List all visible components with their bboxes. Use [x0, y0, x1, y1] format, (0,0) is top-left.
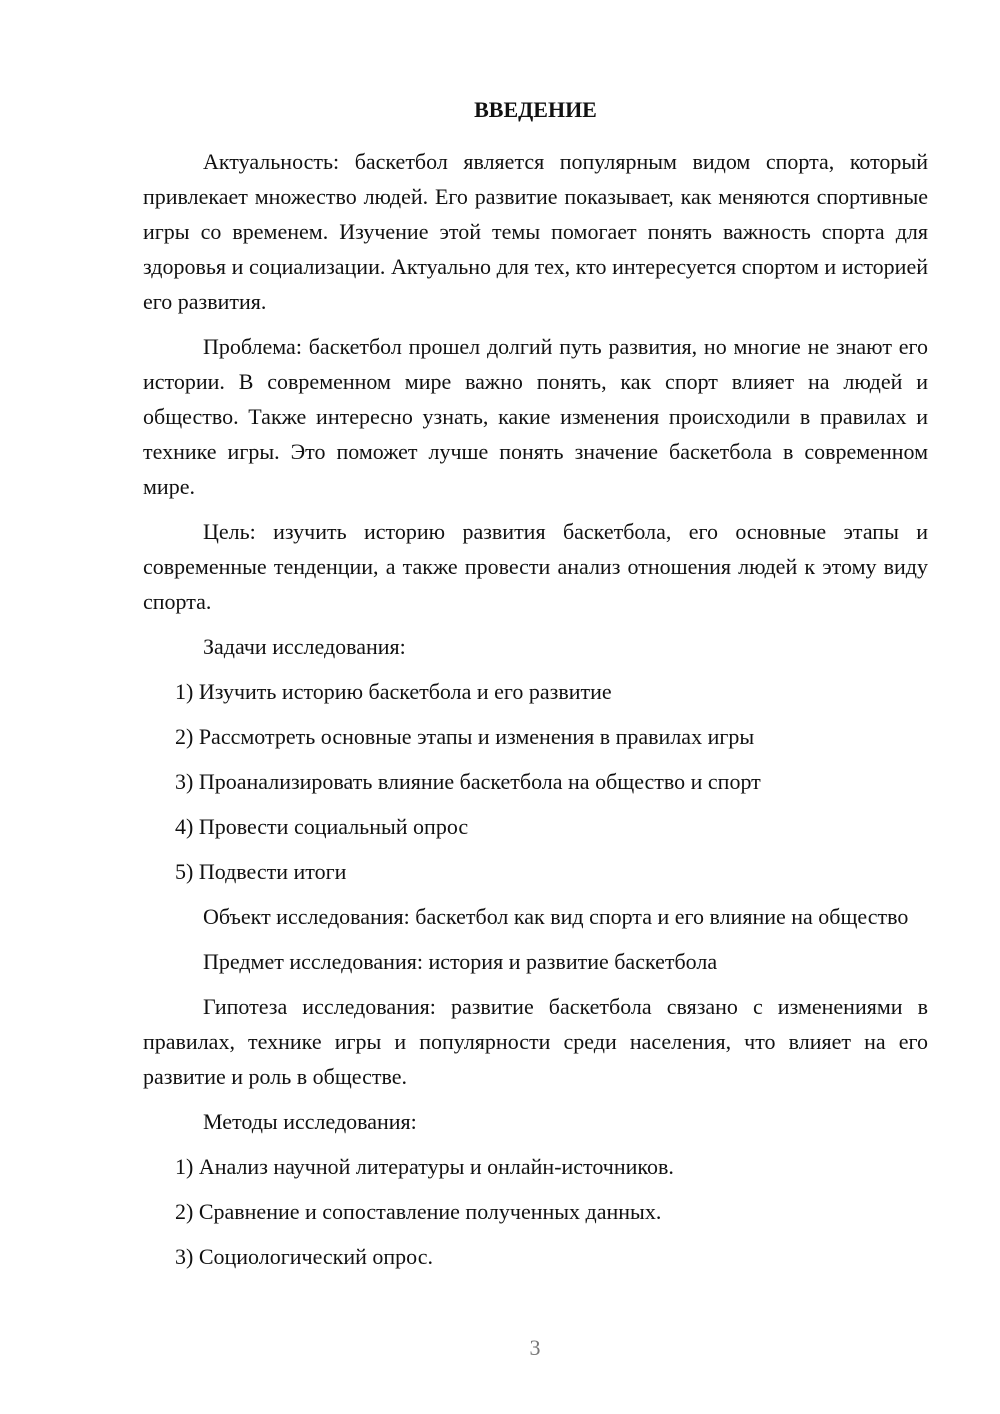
task-item-4: 4) Провести социальный опрос — [175, 814, 469, 839]
problem-paragraph: Проблема: баскетбол прошел долгий путь развития, но многие не знают его истории. В современном мире важно понять, как спорт влияет на людей и общество. Также интересно узнать, какие изменения происходили в правилах и технике игры. Это поможет лучше понять значение баскетбола в современном мире. — [143, 334, 928, 499]
section-heading: ВВЕДЕНИЕ — [474, 97, 597, 122]
method-item-1: 1) Анализ научной литературы и онлайн-источников. — [175, 1154, 674, 1179]
object-paragraph: Объект исследования: баскетбол как вид спорта и его влияние на общество — [203, 904, 909, 929]
subject-paragraph: Предмет исследования: история и развитие баскетбола — [203, 949, 718, 974]
task-item-3: 3) Проанализировать влияние баскетбола на общество и спорт — [175, 769, 761, 794]
task-item-1: 1) Изучить историю баскетбола и его развитие — [175, 679, 612, 704]
method-item-2: 2) Сравнение и сопоставление полученных данных. — [175, 1199, 662, 1224]
tasks-label: Задачи исследования: — [203, 634, 406, 659]
goal-paragraph: Цель: изучить историю развития баскетбола, его основные этапы и современные тенденции, а также провести анализ отношения людей к этому виду спорта. — [143, 519, 928, 614]
hypothesis-paragraph: Гипотеза исследования: развитие баскетбола связано с изменениями в правилах, технике игры и популярности среди населения, что влияет на его развитие и роль в обществе. — [143, 994, 928, 1089]
task-item-2: 2) Рассмотреть основные этапы и изменения в правилах игры — [175, 724, 755, 749]
method-item-3: 3) Социологический опрос. — [175, 1244, 433, 1269]
document-page — [143, 96, 928, 1284]
relevance-paragraph: Актуальность: баскетбол является популярным видом спорта, который привлекает множество людей. Его развитие показывает, как меняются спортивные игры со временем. Изучение этой темы помогает понять важность спорта для здоровья и социализации. Актуально для тех, кто интересуется спортом и историей его развития. — [143, 149, 928, 314]
page-number: 3 — [529, 1335, 541, 1360]
methods-label: Методы исследования: — [203, 1109, 417, 1134]
task-item-5: 5) Подвести итоги — [175, 859, 347, 884]
